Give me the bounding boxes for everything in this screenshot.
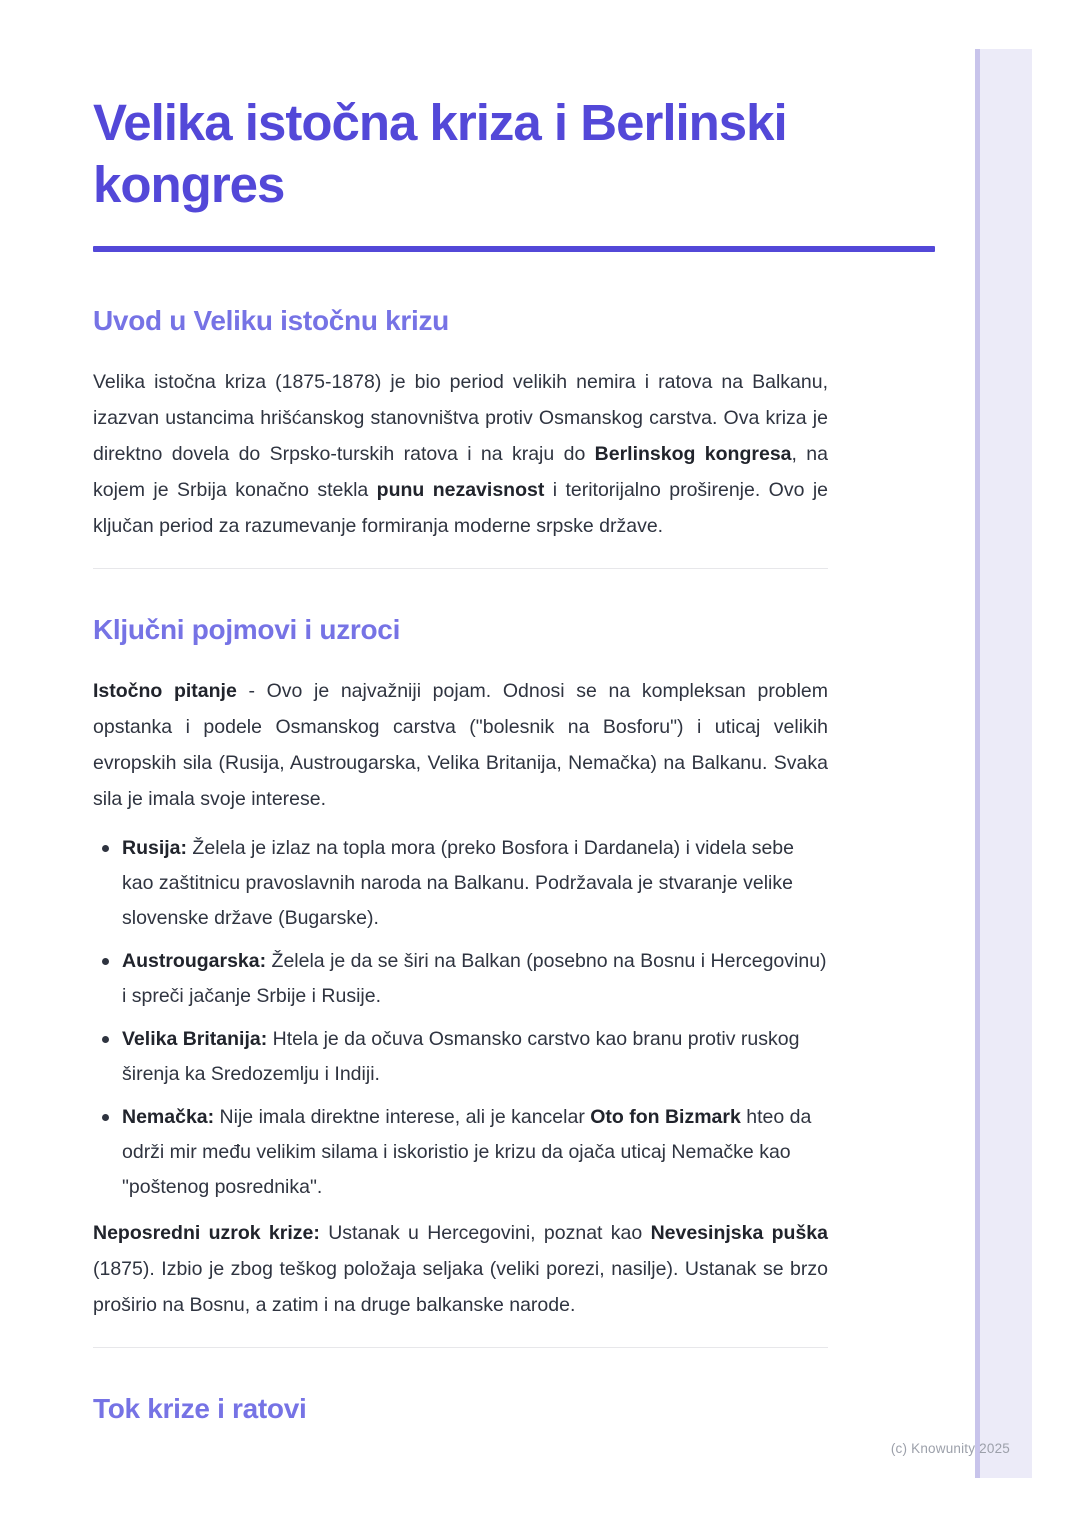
bold-text: Austrougarska: (122, 950, 267, 972)
title-underline-rule (93, 246, 935, 252)
bold-text: Oto fon Bizmark (590, 1106, 741, 1128)
list-item (93, 944, 828, 1014)
body-text: Nije imala direktne interese, ali je kancelar (214, 1106, 591, 1128)
paragraph (93, 673, 828, 817)
section-heading: Ključni pojmovi i uzroci (93, 614, 401, 645)
section-divider (93, 568, 828, 569)
list-item (93, 1100, 828, 1205)
body-text: (1875). Izbio je zbog teškog položaja seljaka (veliki porezi, nasilje). Ustanak se brzo proširio na Bosnu, a zatim i na druge balkanske narode. (93, 1258, 828, 1316)
list-item (93, 1022, 828, 1092)
body-text: - Ovo je najvažniji pojam. Odnosi se na kompleksan problem opstanka i podele Osmanskog carstva ("bolesnik na Bosforu") i uticaj velikih evropskih sila (Rusija, Austrougarska, Velika Britanija, Nemačka) na Balkanu. Svaka sila je imala svoje interese. (93, 680, 828, 810)
section-divider (93, 1347, 828, 1348)
page-title-line-1: Velika istočna kriza i Berlinski (93, 94, 787, 151)
footer-credit: (c) Knowunity 2025 (890, 1441, 1010, 1456)
document-content (93, 0, 935, 1426)
bold-text: punu nezavisnost (376, 479, 545, 501)
body-text: Velika istočna kriza (1875-1878) je bio period velikih nemira i ratova na Balkanu, izazvan ustancima hrišćanskog stanovništva protiv Osmanskog carstva. Ova kriza je direktno dovela do Srpsko-turskih ratova i na kraju do (93, 371, 828, 465)
content-blocks (93, 304, 828, 1426)
accent-sidebar-bar (975, 49, 1032, 1478)
bullet-list (93, 831, 828, 1205)
list-item (93, 831, 828, 936)
bold-text: Istočno pitanje (93, 680, 237, 702)
paragraph (93, 364, 828, 544)
section-heading: Uvod u Veliku istočnu krizu (93, 305, 449, 336)
section-heading: Tok krize i ratovi (93, 1393, 307, 1424)
bold-text: Velika Britanija: (122, 1028, 268, 1050)
body-text: Želela je da se širi na Balkan (posebno na Bosnu i Hercegovinu) i spreči jačanje Srbije i Rusije. (122, 950, 827, 1007)
bold-text: Nemačka: (122, 1106, 215, 1128)
bold-text: Nevesinjska puška (650, 1222, 828, 1244)
bold-text: Rusija: (122, 837, 188, 859)
page-title-line-2: kongres (93, 156, 285, 213)
body-text: Želela je izlaz na topla mora (preko Bosfora i Dardanela) i videla sebe kao zaštitnicu pravoslavnih naroda na Balkanu. Podržavala je stvaranje velike slovenske države (Bugarske). (122, 837, 794, 929)
bold-text: Berlinskog kongresa (594, 443, 792, 465)
body-text: Ustanak u Hercegovini, poznat kao (319, 1222, 651, 1244)
bold-text: Neposredni uzrok krize: (93, 1222, 320, 1244)
body-text: i teritorijalno proširenje. Ovo je ključan period za razumevanje formiranja moderne srpske države. (93, 479, 828, 537)
body-text: hteo da održi mir među velikim silama i iskoristio je krizu da ojača uticaj Nemačke kao "poštenog posrednika". (122, 1106, 812, 1198)
body-text: , na kojem je Srbija konačno stekla (93, 443, 828, 501)
page-title (93, 92, 935, 216)
paragraph (93, 1215, 828, 1323)
body-text: Htela je da očuva Osmansko carstvo kao branu protiv ruskog širenja ka Sredozemlju i Indiji. (122, 1028, 800, 1085)
